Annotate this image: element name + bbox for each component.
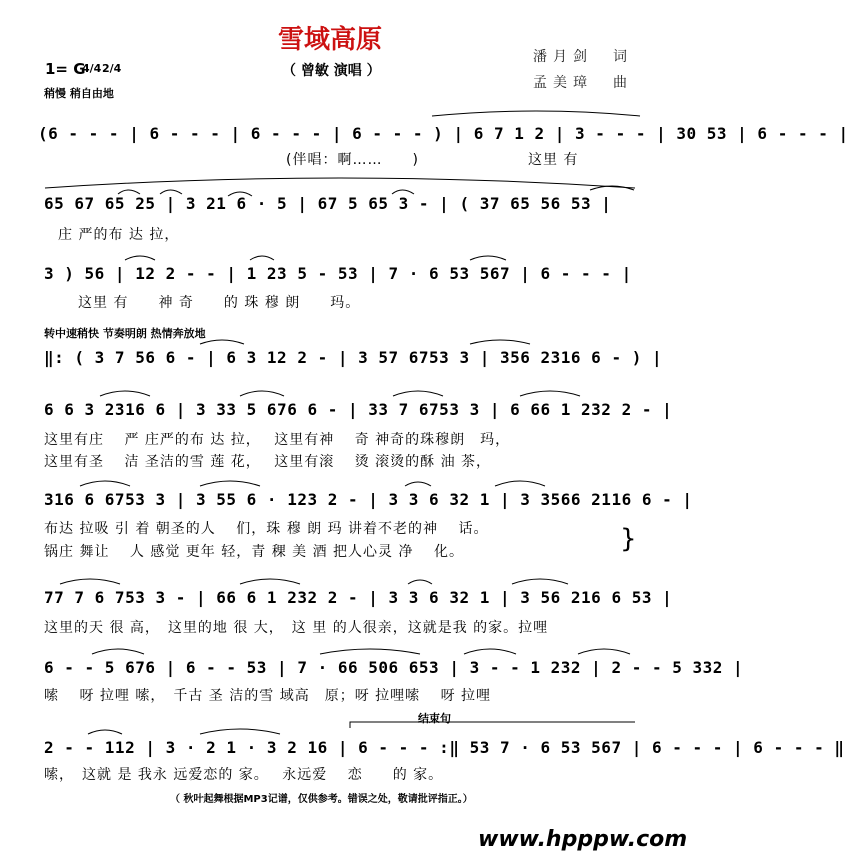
- slur-arc: [240, 579, 300, 584]
- slur-arc: [240, 391, 284, 396]
- slur-arc: [520, 391, 580, 396]
- slur-arc: [160, 190, 182, 194]
- slur-arc: [393, 391, 443, 396]
- staff-line-7-lyrics: 这里的天 很 高， 这里的地 很 大， 这 里 的人很亲，这就是我 的家。拉哩: [44, 620, 549, 636]
- staff-line-1-lyrics-a: (伴唱：啊…… ): [286, 152, 419, 168]
- slur-arc: [100, 391, 150, 396]
- slur-arc: [470, 340, 530, 344]
- slur-arc: [88, 730, 122, 734]
- time-signature-1: 4/4: [82, 62, 102, 75]
- lyricist-credit: 潘月剑 词: [533, 49, 633, 65]
- transcription-note: （ 秋叶起舞根据MP3记谱，仅供参考。错误之处，敬请批评指正。）: [170, 794, 473, 805]
- ending-marker: 结束句: [418, 712, 451, 725]
- slur-arc: [200, 729, 280, 734]
- staff-line-5-lyrics-verse-2: 这里有圣 洁 圣洁的雪 莲 花， 这里有滚 烫 滚烫的酥 油 茶，: [44, 454, 492, 470]
- composer-credit: 孟美璋 曲: [533, 75, 633, 91]
- slur-arc: [200, 340, 244, 344]
- section-tempo-marking: 转中速稍快 节奏明朗 热情奔放地: [44, 327, 206, 340]
- staff-line-2-lyrics: 庄 严的布 达 拉，: [58, 227, 180, 243]
- slur-arc: [250, 256, 274, 260]
- slur-arc: [228, 192, 252, 196]
- slur-arc: [405, 482, 431, 486]
- slur-arc: [408, 580, 432, 584]
- slur-arc: [118, 190, 140, 194]
- slur-arc: [470, 256, 506, 260]
- singer-credit: （ 曾敏 演唱 ）: [282, 63, 381, 79]
- staff-line-7-notes: 77 7 6 753 3 - | 66 6 1 232 2 - | 3 3 6 32 1 | 3 56 216 6 53 |: [44, 588, 673, 607]
- slur-arc: [495, 481, 545, 486]
- staff-line-8-lyrics: 嗦 呀 拉哩 嗦， 千古 圣 洁的雪 域高 原；呀 拉哩嗦 呀 拉哩: [44, 688, 492, 704]
- staff-line-4-notes: ‖: ( 3 7 56 6 - | 6 3 12 2 - | 3 57 6753 3 | 356 2316 6 - ) |: [44, 348, 663, 367]
- staff-line-6-notes: 316 6 6753 3 | 3 55 6 · 123 2 - | 3 3 6 32 1 | 3 3566 2116 6 - |: [44, 490, 693, 509]
- slur-arc: [320, 649, 420, 654]
- staff-line-3-notes: 3 ) 56 | 12 2 - - | 1 23 5 - 53 | 7 · 6 53 567 | 6 - - - |: [44, 264, 632, 283]
- tempo-marking: 稍慢 稍自由地: [44, 87, 114, 100]
- slur-arc: [392, 190, 414, 194]
- ending-bracket: [350, 722, 635, 728]
- staff-line-2-notes: 65 67 65 25 | 3 21 6 · 5 | 67 5 65 3 - | ( 37 65 56 53 |: [44, 194, 612, 213]
- slur-arc: [200, 481, 260, 486]
- key-signature: 1= G: [45, 60, 86, 78]
- website-watermark: www.hpppw.com: [478, 827, 688, 852]
- staff-line-9-notes: 2 - - 112 | 3 · 2 1 · 3 2 16 | 6 - - - :‖ 53 7 · 6 53 567 | 6 - - - | 6 - - - ‖: [44, 738, 845, 757]
- slur-arc: [512, 579, 568, 584]
- slur-arc: [60, 579, 120, 584]
- staff-line-5-lyrics-verse-1: 这里有庄 严 庄严的布 达 拉， 这里有神 奇 神奇的珠穆朗 玛，: [44, 432, 511, 448]
- staff-line-8-notes: 6 - - 5 676 | 6 - - 53 | 7 · 66 506 653 | 3 - - 1 232 | 2 - - 5 332 |: [44, 658, 744, 677]
- time-signature-2: 2/4: [102, 62, 122, 75]
- staff-line-1-notes: (6 - - - | 6 - - - | 6 - - - | 6 - - - ) | 6 7 1 2 | 3 - - - | 30 53 | 6 - - - |: [38, 124, 849, 143]
- song-title: 雪域高原: [278, 25, 383, 55]
- staff-line-9-lyrics: 嗦， 这就 是 我永 远爱恋的 家。 永远爱 恋 的 家。: [44, 767, 444, 783]
- verse-brace: }: [620, 524, 637, 554]
- staff-line-3-lyrics: 这里 有 神 奇 的 珠 穆 朗 玛。: [78, 295, 361, 311]
- staff-line-6-lyrics-verse-1: 布达 拉吸 引 着 朝圣的人 们，珠 穆 朗 玛 讲着不老的神 话。: [44, 521, 489, 537]
- slur-arc: [578, 649, 630, 654]
- staff-line-5-notes: 6 6 3 2316 6 | 3 33 5 676 6 - | 33 7 6753 3 | 6 66 1 232 2 - |: [44, 400, 673, 419]
- slur-arc: [92, 649, 144, 654]
- staff-line-6-lyrics-verse-2: 锅庄 舞让 人 感觉 更年 轻，青 稞 美 酒 把人心灵 净 化。: [44, 544, 464, 560]
- staff-line-1-lyrics-b: 这里 有: [528, 152, 579, 168]
- tie-arc: [432, 111, 640, 116]
- tie-arc: [45, 178, 635, 188]
- slur-arc: [125, 256, 155, 260]
- slur-arc: [80, 481, 130, 486]
- slur-arc: [464, 649, 516, 654]
